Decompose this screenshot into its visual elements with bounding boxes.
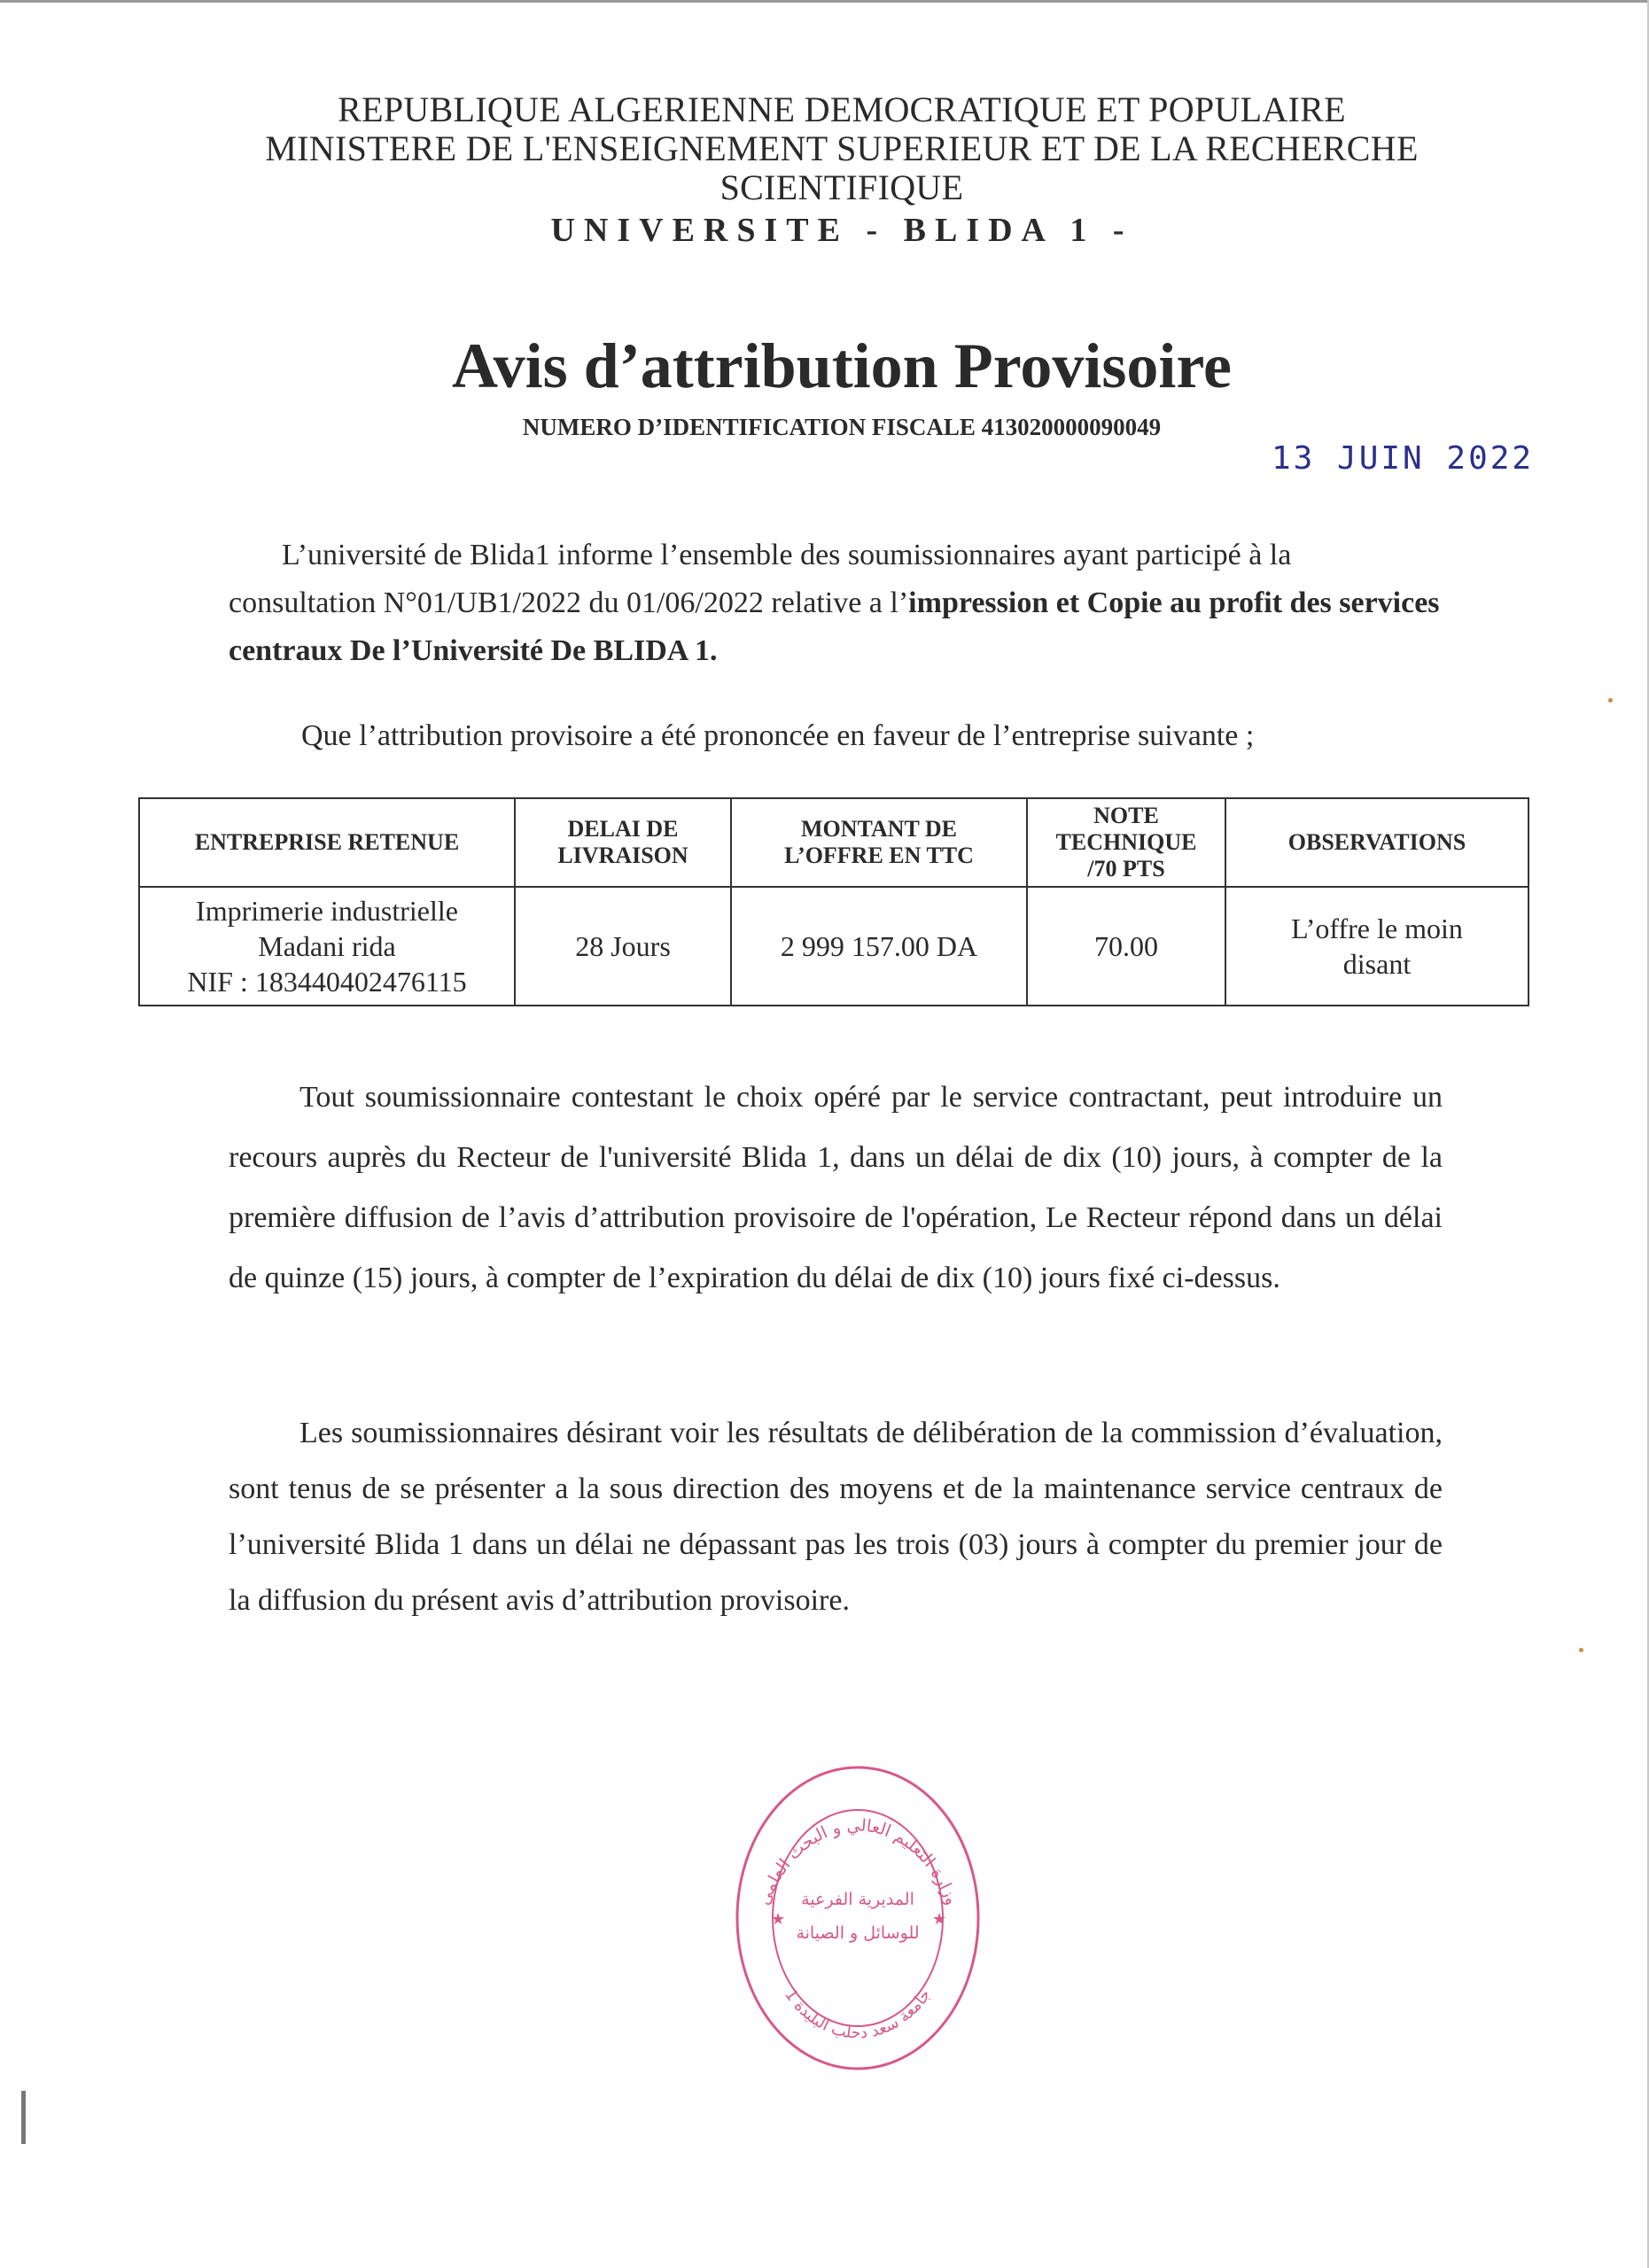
recours-text: Tout soumissionnaire contestant le choix opéré par le service contractant, peut introduire un recours auprès du Recteur de l'université Blida 1, dans un délai de dix (10) jours, à compter de la première diffusion de l’avis d’attribution provisoire de l'opération, Le Recteur répond dans un délai de quinze (15) jours, à compter de l’expiration du délai de dix (10) jours fixé ci-dessus. bbox=[229, 1081, 1443, 1294]
date-stamp: 13 JUIN 2022 bbox=[1272, 440, 1535, 477]
cell-delai: 28 Jours bbox=[515, 887, 731, 1006]
award-table bbox=[138, 797, 1529, 1006]
attribution-line: Que l’attribution provisoire a été prononcée en faveur de l’entreprise suivante ; bbox=[301, 719, 1255, 752]
seal-outer-text: وزارة التعليم العالي و البحث العلمي bbox=[753, 1815, 962, 1908]
header-ministry: MINISTERE DE L'ENSEIGNEMENT SUPERIEUR ET DE LA RECHERCHE bbox=[265, 128, 1419, 168]
header-republic: REPUBLIQUE ALGERIENNE DEMOCRATIQUE ET POPULAIRE bbox=[338, 89, 1346, 129]
seal-star-left-icon: ★ bbox=[771, 1910, 786, 1928]
header-note: NOTE TECHNIQUE /70 PTS bbox=[1027, 798, 1225, 887]
table-row bbox=[139, 887, 1528, 1006]
header-observations: OBSERVATIONS bbox=[1225, 798, 1528, 887]
header-university: UNIVERSITE - BLIDA 1 - bbox=[550, 212, 1133, 249]
intro-text: L’université de Blida1 informe l’ensemble des soumissionnaires ayant participé à la consultation N°01/UB1/2022 du 01/06/2022 relative a l’ bbox=[229, 539, 1292, 619]
scan-speck bbox=[1579, 1648, 1583, 1652]
intro-subject: impression et Copie au profit des services centraux De l’Université De BLIDA 1. bbox=[229, 586, 1440, 667]
document-header bbox=[177, 90, 1506, 250]
document-title: Avis d’attribution Provisoire bbox=[452, 330, 1232, 401]
seal-inner-line1: المديرية الفرعية bbox=[801, 1890, 914, 1909]
header-montant: MONTANT DE L’OFFRE EN TTC bbox=[731, 798, 1027, 887]
cell-note: 70.00 bbox=[1027, 887, 1225, 1006]
scan-top-edge bbox=[0, 0, 1649, 3]
table-header-row bbox=[139, 798, 1528, 887]
intro-paragraph bbox=[229, 532, 1443, 675]
recours-paragraph bbox=[229, 1068, 1443, 1309]
cell-montant: 2 999 157.00 DA bbox=[731, 887, 1027, 1006]
seal-bottom-text: جامعة سعد دحلب البليدة 1 bbox=[781, 1985, 935, 2043]
fiscal-id-line: NUMERO D’IDENTIFICATION FISCALE 413020000090049 bbox=[522, 414, 1162, 440]
resultats-paragraph bbox=[229, 1405, 1443, 1628]
official-seal bbox=[734, 1763, 982, 2073]
seal-inner-line2: للوسائل و الصيانة bbox=[796, 1923, 920, 1943]
scan-speck bbox=[1608, 698, 1613, 703]
header-delai: DELAI DE LIVRAISON bbox=[515, 798, 731, 887]
header-ministry-cont: SCIENTIFIQUE bbox=[719, 167, 964, 207]
cell-observations: L’offre le moin disant bbox=[1225, 887, 1528, 1006]
resultats-text: Les soumissionnaires désirant voir les résultats de délibération de la commission d’évaluation, sont tenus de se présenter a la sous direction des moyens et de la maintenance service centraux de l’université Blida 1 dans un délai ne dépassant pas les trois (03) jours à compter du premier jour de la diffusion du présent avis d’attribution provisoire. bbox=[229, 1417, 1443, 1617]
scan-left-mark bbox=[21, 2091, 26, 2144]
header-entreprise: ENTREPRISE RETENUE bbox=[139, 798, 515, 887]
cell-entreprise: Imprimerie industrielle Madani rida NIF : 183440402476115 bbox=[139, 887, 515, 1006]
seal-star-right-icon: ★ bbox=[932, 1910, 947, 1928]
